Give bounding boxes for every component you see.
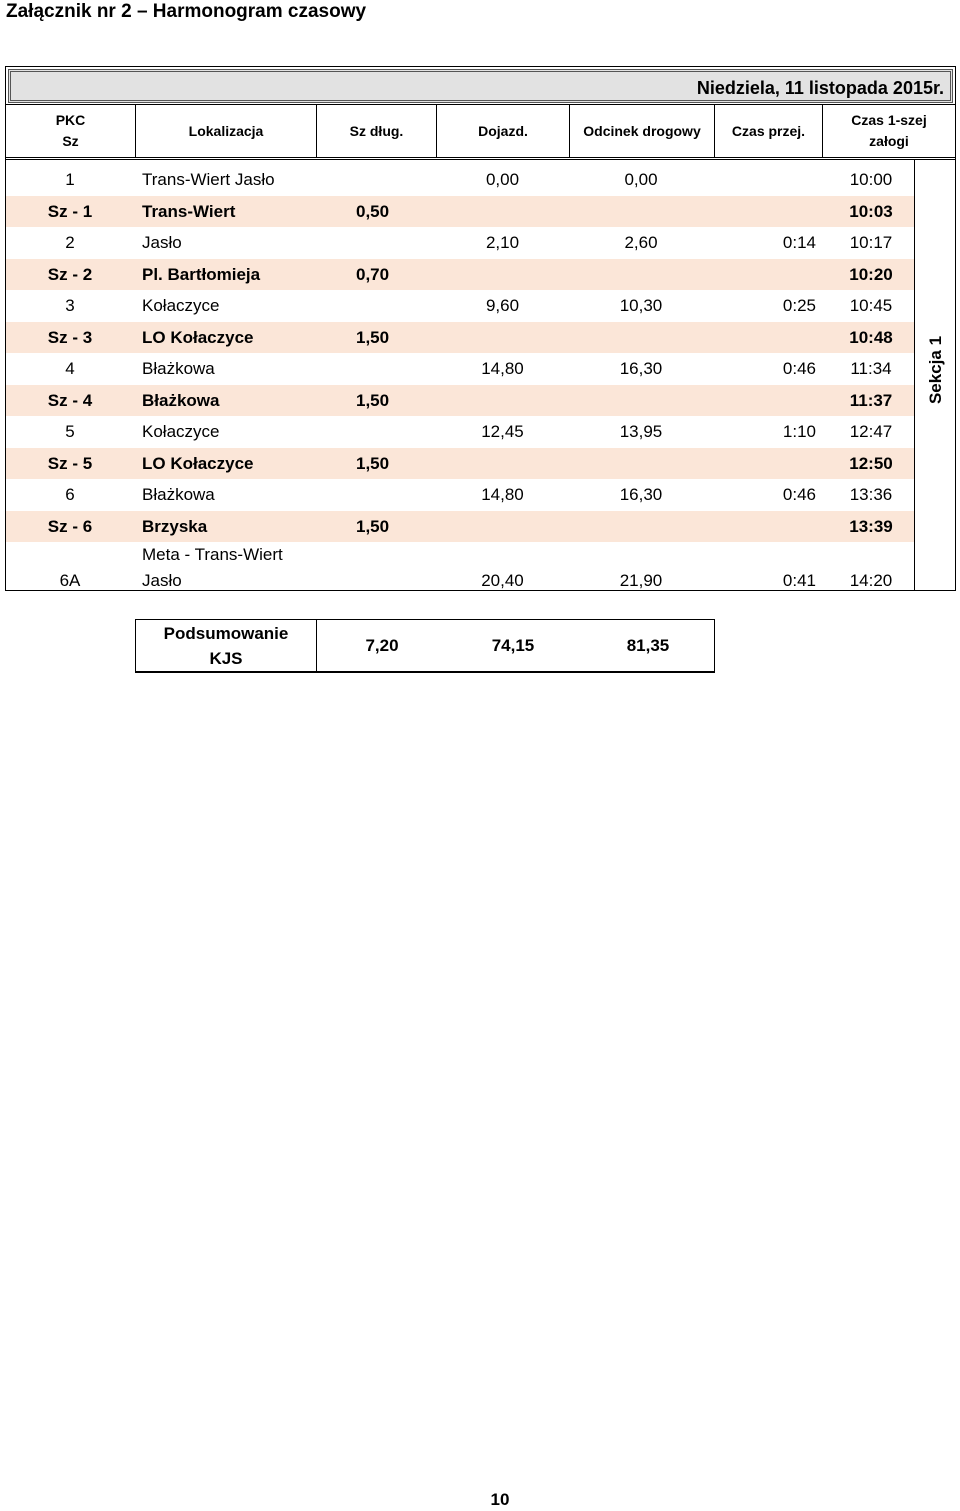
summary-box [135,619,715,673]
col-header-czas-zalogi: Czas 1-szej załogi [822,104,956,158]
cell-czs: 10:45 [849,296,893,315]
cell-szd: 1,50 [356,516,390,536]
col-header-czas-przej: Czas przej. [714,104,823,158]
cell-doj [440,259,565,290]
cell-doj: 9,60 [485,296,520,315]
table-row [6,322,914,353]
cell-lok: LO Kołaczyce [142,327,254,347]
cell-pkc: Sz - 1 [47,201,93,221]
cell-lok: Meta - Trans-Wiert Jasło [142,545,283,590]
cell-pkc: Sz - 2 [47,264,93,284]
cell-doj: 14,80 [481,485,524,504]
cell-odc [571,511,711,542]
table-row [6,196,914,227]
cell-pkc: 6A [59,571,81,590]
summary-dojazd: 74,15 [491,636,535,655]
cell-szd [356,290,436,321]
cell-odc: 10,30 [619,296,663,315]
cell-czp [711,322,816,353]
cell-lok: Kołaczyce [142,422,220,441]
cell-szd [356,479,436,510]
table-row [6,290,914,321]
cell-czp: 0:25 [782,296,816,315]
col-header-odcinek: Odcinek drogowy [569,104,715,158]
col-header-sz-dlug: Sz dług. [316,104,437,158]
cell-lok: Błażkowa [142,359,215,378]
cell-odc [571,385,711,416]
cell-czs: 13:39 [849,516,893,536]
cell-czs: 11:37 [849,390,893,410]
cell-czs: 10:48 [849,327,893,347]
cell-doj [440,196,565,227]
cell-czp: 0:46 [782,485,816,504]
cell-pkc: 2 [65,233,75,252]
cell-pkc: Sz - 5 [47,453,93,473]
cell-czs: 10:03 [849,201,893,221]
cell-szd: 1,50 [356,390,390,410]
cell-czp: 0:41 [782,571,816,590]
cell-czs: 14:20 [849,571,893,590]
cell-szd: 0,70 [356,264,390,284]
cell-szd: 1,50 [356,453,390,473]
cell-odc: 21,90 [619,571,663,590]
cell-lok: LO Kołaczyce [142,453,254,473]
table-row [6,259,914,290]
cell-pkc: Sz - 4 [47,390,93,410]
cell-czs: 13:36 [849,485,893,504]
cell-odc [571,448,711,479]
summary-sz-dlug: 7,20 [365,636,399,655]
cell-lok: Błażkowa [142,390,220,410]
cell-szd: 0,50 [356,201,390,221]
cell-odc: 0,00 [624,170,658,189]
cell-doj [440,511,565,542]
day-header: Niedziela, 11 listopada 2015r. [8,69,953,103]
cell-doj: 12,45 [481,422,524,441]
cell-odc [571,322,711,353]
cell-doj: 20,40 [481,571,524,590]
cell-czp [711,511,816,542]
cell-pkc: 4 [65,359,75,378]
table-row [6,353,914,384]
page-number: 10 [490,1490,510,1509]
table-row [6,227,914,258]
cell-pkc: 6 [65,485,75,504]
summary-label: Podsumowanie KJS [136,620,317,671]
cell-pkc: 5 [65,422,75,441]
cell-doj [440,448,565,479]
cell-szd [356,353,436,384]
cell-czp: 0:14 [782,233,816,252]
cell-lok: Pl. Bartłomieja [142,264,261,284]
cell-czp [711,448,816,479]
cell-lok: Błażkowa [142,485,215,504]
cell-doj: 0,00 [485,170,520,189]
section-column [914,160,956,591]
cell-czp [711,385,816,416]
col-header-dojazd: Dojazd. [436,104,570,158]
cell-czs: 10:20 [849,264,893,284]
cell-czp: 0:46 [782,359,816,378]
cell-czp [711,196,816,227]
cell-lok: Kołaczyce [142,296,220,315]
cell-czs: 12:50 [849,453,893,473]
cell-lok: Trans-Wiert [142,201,236,221]
cell-lok: Brzyska [142,516,208,536]
cell-pkc: 3 [65,296,75,315]
cell-lok: Jasło [142,233,182,252]
cell-szd [356,416,436,447]
cell-szd [356,227,436,258]
table-row [6,479,914,510]
cell-doj: 2,10 [485,233,520,252]
cell-odc: 16,30 [619,485,663,504]
page-title: Załącznik nr 2 – Harmonogram czasowy [6,1,367,22]
cell-doj [440,385,565,416]
cell-doj: 14,80 [481,359,524,378]
cell-czs: 12:47 [849,422,893,441]
cell-odc: 16,30 [619,359,663,378]
cell-czs: 11:34 [850,359,892,378]
col-header-pkc: PKC Sz [5,104,136,158]
cell-odc [571,196,711,227]
section-label: Sekcja 1 [925,335,945,405]
cell-pkc: 1 [65,170,75,189]
table-row [6,542,914,596]
cell-odc [571,259,711,290]
cell-szd [356,164,436,195]
cell-doj [440,322,565,353]
table-row [6,511,914,542]
table-row [6,164,914,195]
summary-odcinek: 81,35 [626,636,670,655]
header-divider [5,159,956,160]
cell-czp [711,259,816,290]
cell-szd [356,542,436,596]
cell-pkc: Sz - 6 [47,516,93,536]
cell-czp [711,164,816,195]
cell-lok: Trans-Wiert Jasło [142,170,275,189]
cell-odc: 2,60 [624,233,658,252]
table-row [6,448,914,479]
cell-szd: 1,50 [356,327,390,347]
col-header-lokalizacja: Lokalizacja [135,104,317,158]
table-row [6,416,914,447]
table-row [6,385,914,416]
cell-czs: 10:00 [849,170,893,189]
cell-pkc: Sz - 3 [47,327,93,347]
cell-czp: 1:10 [782,422,816,441]
cell-odc: 13,95 [619,422,663,441]
cell-czs: 10:17 [849,233,893,252]
